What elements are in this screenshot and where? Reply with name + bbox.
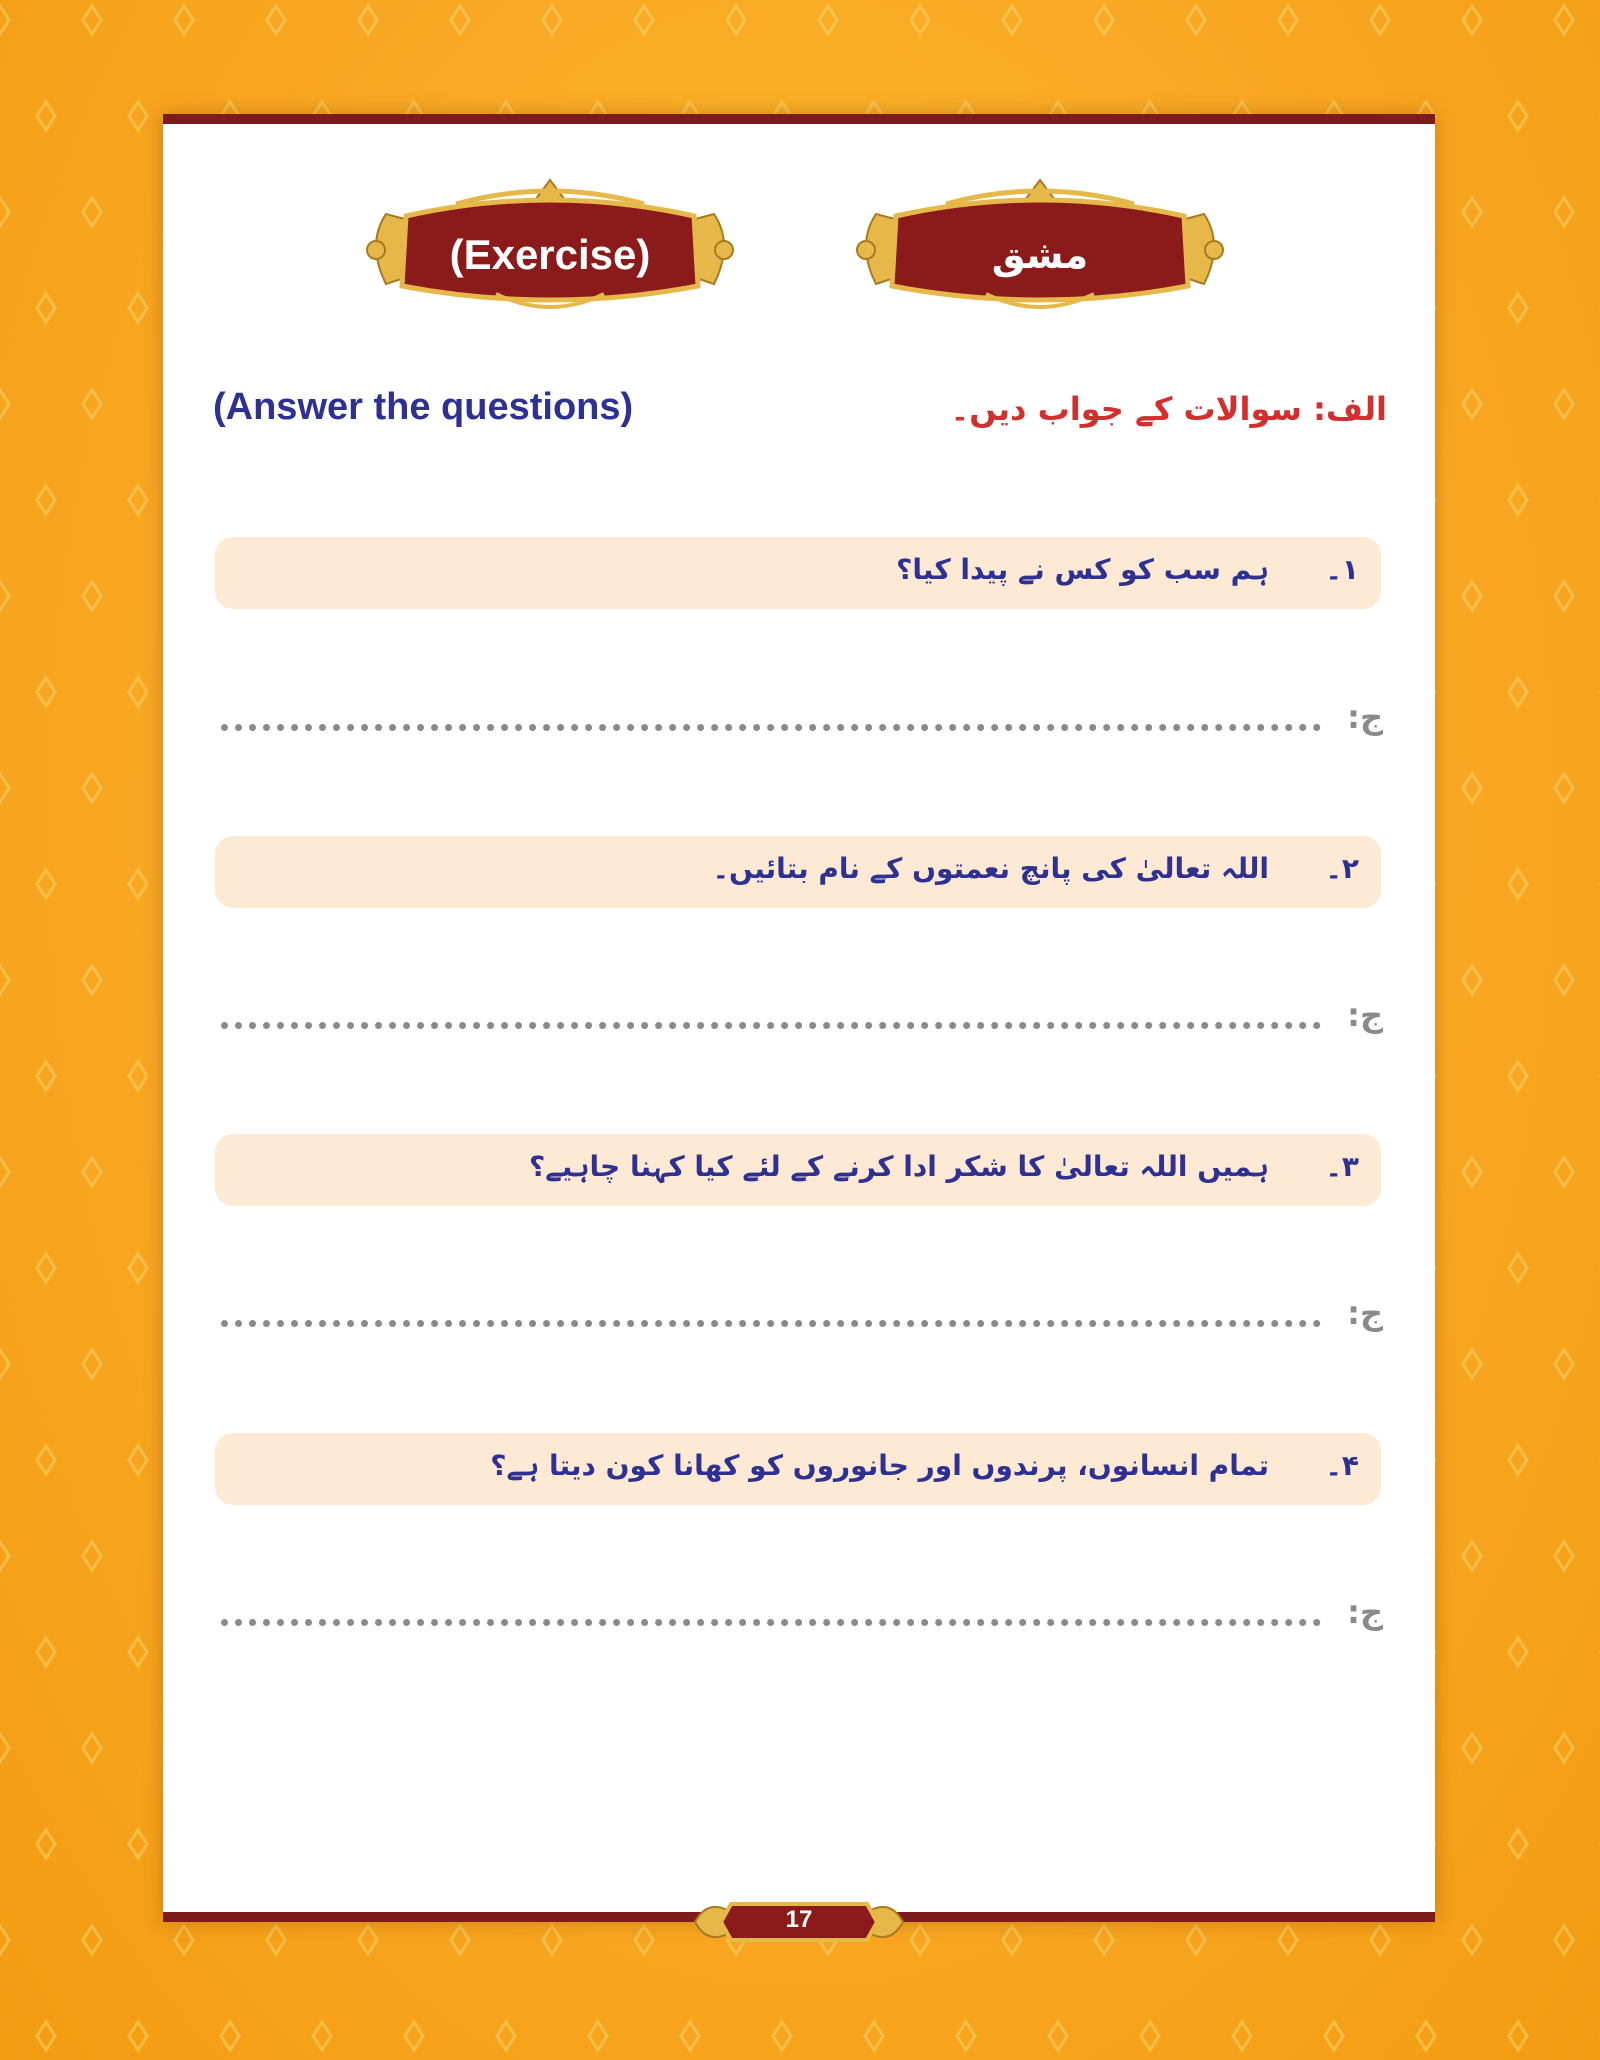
pattern-diamond [1463,390,1481,418]
pattern-diamond [1509,2022,1527,2050]
pattern-diamond [1555,1542,1573,1570]
pattern-diamond [267,6,285,34]
pattern-diamond [1509,1254,1527,1282]
pattern-diamond [37,1830,55,1858]
pattern-diamond [727,6,745,34]
pattern-diamond [129,294,147,322]
pattern-diamond [681,2022,699,2050]
pattern-diamond [819,6,837,34]
pattern-diamond [83,1926,101,1954]
question-text: تمام انسانوں، پرندوں اور جانوروں کو کھانا کون دیتا ہے؟ [490,1449,1269,1482]
exercise-title-en: (Exercise) [449,231,651,278]
pattern-diamond [1463,1542,1481,1570]
pattern-diamond [129,1446,147,1474]
pattern-diamond [1555,390,1573,418]
pattern-diamond [37,678,55,706]
pattern-diamond [83,966,101,994]
pattern-diamond [129,870,147,898]
pattern-diamond [911,1926,929,1954]
pattern-diamond [359,6,377,34]
exercise-banner-ur [836,174,1244,324]
pattern-diamond [589,2022,607,2050]
pattern-diamond [1555,6,1573,34]
pattern-diamond [37,2022,55,2050]
pattern-diamond [451,1926,469,1954]
pattern-diamond [1095,6,1113,34]
pattern-diamond [129,102,147,130]
pattern-diamond [83,6,101,34]
worksheet-page [163,114,1435,1933]
pattern-diamond [313,2022,331,2050]
pattern-diamond [1463,1350,1481,1378]
pattern-diamond [1325,2022,1343,2050]
pattern-diamond [129,1062,147,1090]
pattern-diamond [1555,774,1573,802]
pattern-diamond [37,870,55,898]
pattern-diamond [0,198,9,226]
pattern-diamond [635,1926,653,1954]
exercise-title-ur: مشق [991,233,1089,277]
question-number: ۲۔ [1325,852,1359,885]
pattern-diamond [0,1926,9,1954]
pattern-diamond [543,1926,561,1954]
pattern-diamond [1509,1062,1527,1090]
pattern-diamond [1463,774,1481,802]
pattern-diamond [1555,198,1573,226]
pattern-diamond [1417,2022,1435,2050]
pattern-diamond [83,1734,101,1762]
pattern-diamond [175,6,193,34]
pattern-diamond [1509,102,1527,130]
pattern-diamond [543,6,561,34]
pattern-diamond [1141,2022,1159,2050]
pattern-diamond [1509,1638,1527,1666]
pattern-diamond [37,1446,55,1474]
pattern-diamond [221,2022,239,2050]
pattern-diamond [83,774,101,802]
pattern-diamond [37,1638,55,1666]
pattern-diamond [451,6,469,34]
pattern-diamond [1463,1926,1481,1954]
answer-line-1[interactable] [221,724,1321,731]
pattern-diamond [1049,2022,1067,2050]
pattern-diamond [1509,1446,1527,1474]
pattern-diamond [37,1062,55,1090]
pattern-diamond [0,774,9,802]
pattern-diamond [1555,1734,1573,1762]
pattern-diamond [359,1926,377,1954]
pattern-diamond [129,2022,147,2050]
pattern-diamond [0,390,9,418]
pattern-diamond [1555,1158,1573,1186]
question-4 [215,1433,1381,1505]
pattern-diamond [37,294,55,322]
pattern-diamond [83,1158,101,1186]
question-3 [215,1134,1381,1206]
answer-line-2[interactable] [221,1022,1321,1029]
pattern-diamond [1463,198,1481,226]
question-text: اللہ تعالیٰ کی پانچ نعمتوں کے نام بتائیں۔ [712,852,1269,885]
question-2 [215,836,1381,908]
pattern-diamond [1187,1926,1205,1954]
answer-label: ج: [1347,1294,1383,1332]
pattern-diamond [129,678,147,706]
pattern-diamond [1187,6,1205,34]
pattern-diamond [37,1254,55,1282]
instruction-en: (Answer the questions) [213,386,634,428]
pattern-diamond [1371,6,1389,34]
pattern-diamond [0,966,9,994]
pattern-diamond [83,390,101,418]
pattern-diamond [1509,678,1527,706]
pattern-diamond [405,2022,423,2050]
pattern-diamond [129,1254,147,1282]
pattern-diamond [37,486,55,514]
pattern-diamond [129,486,147,514]
question-text: ہم سب کو کس نے پیدا کیا؟ [896,553,1269,586]
pattern-diamond [1371,1926,1389,1954]
pattern-diamond [911,6,929,34]
page-number: 17 [785,1906,813,1933]
pattern-diamond [1003,1926,1021,1954]
page-number-badge [687,1894,911,1950]
pattern-diamond [129,1638,147,1666]
pattern-diamond [1003,6,1021,34]
answer-line-4[interactable] [221,1619,1321,1626]
pattern-diamond [175,1926,193,1954]
answer-label: ج: [1347,1593,1383,1631]
question-number: ۳۔ [1325,1150,1359,1183]
pattern-diamond [1509,870,1527,898]
pattern-diamond [1509,486,1527,514]
pattern-diamond [1279,6,1297,34]
pattern-diamond [865,2022,883,2050]
question-number: ۱۔ [1325,553,1359,586]
pattern-diamond [1463,582,1481,610]
question-number: ۴۔ [1325,1449,1359,1482]
pattern-diamond [83,1350,101,1378]
pattern-diamond [0,1542,9,1570]
pattern-diamond [1509,1830,1527,1858]
pattern-diamond [957,2022,975,2050]
pattern-diamond [1463,1734,1481,1762]
pattern-diamond [0,6,9,34]
answer-line-3[interactable] [221,1320,1321,1327]
pattern-diamond [0,1158,9,1186]
answer-label: ج: [1347,996,1383,1034]
pattern-diamond [129,1830,147,1858]
pattern-diamond [267,1926,285,1954]
pattern-diamond [1463,966,1481,994]
question-text: ہمیں اللہ تعالیٰ کا شکر ادا کرنے کے لئے کیا کہنا چاہیے؟ [529,1150,1269,1183]
pattern-diamond [1555,1350,1573,1378]
instruction-ur: الف: سوالات کے جواب دیں۔ [950,390,1387,428]
pattern-diamond [1463,1158,1481,1186]
pattern-diamond [83,582,101,610]
exercise-banner-en [346,174,754,324]
pattern-diamond [497,2022,515,2050]
answer-label: ج: [1347,698,1383,736]
pattern-diamond [1279,1926,1297,1954]
pattern-diamond [1233,2022,1251,2050]
pattern-diamond [0,1350,9,1378]
pattern-diamond [0,582,9,610]
pattern-diamond [1463,6,1481,34]
question-1 [215,537,1381,609]
pattern-diamond [83,1542,101,1570]
pattern-diamond [635,6,653,34]
pattern-diamond [83,198,101,226]
pattern-diamond [37,102,55,130]
pattern-diamond [1555,1926,1573,1954]
pattern-diamond [1555,582,1573,610]
pattern-diamond [1555,966,1573,994]
pattern-diamond [0,1734,9,1762]
pattern-diamond [773,2022,791,2050]
pattern-diamond [1095,1926,1113,1954]
pattern-diamond [1509,294,1527,322]
